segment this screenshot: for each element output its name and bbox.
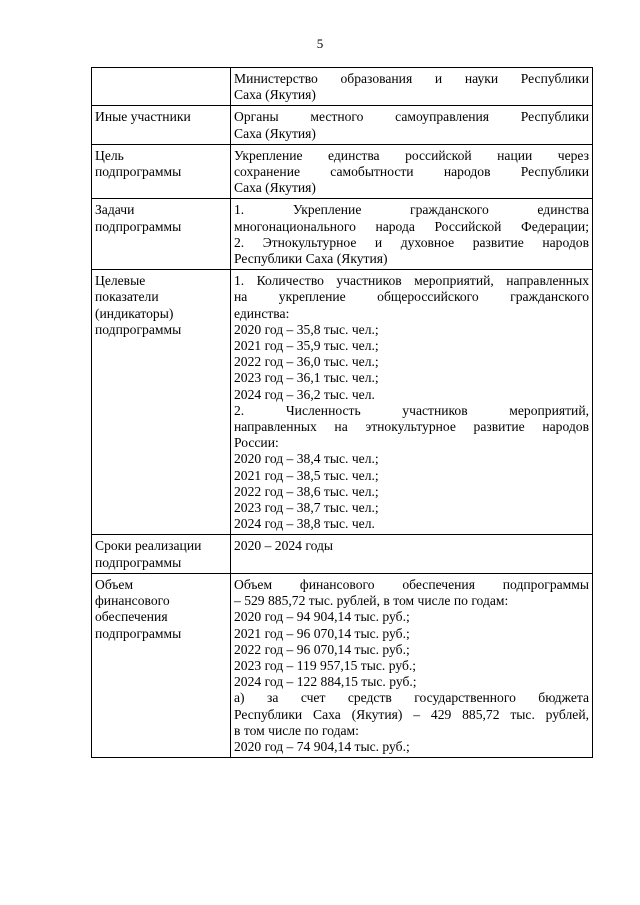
row-label-line: показатели: [95, 289, 159, 305]
subprogram-passport-table: [91, 67, 593, 758]
row-content-line: 2022 год – 96 070,14 тыс. руб.;: [234, 641, 410, 657]
row-content-line: 2020 год – 94 904,14 тыс. руб.;: [234, 609, 410, 625]
row-content-line: Саха (Якутия): [234, 125, 316, 141]
row-content-line: 2023 год – 36,1 тыс. чел.;: [234, 370, 379, 386]
row-label-line: (индикаторы): [95, 305, 174, 321]
row-label-line: обеспечения: [95, 609, 168, 625]
row-content-line: 2021 год – 35,9 тыс. чел.;: [234, 338, 379, 354]
row-content-line: Саха (Якутия): [234, 87, 316, 103]
row-label-cell: [92, 199, 231, 270]
row-content-cell: [231, 68, 593, 106]
table-row: [92, 144, 593, 199]
row-content-line: 2021 год – 38,5 тыс. чел.;: [234, 467, 379, 483]
row-content-cell: [231, 270, 593, 535]
row-label-cell: [92, 144, 231, 199]
row-content-line: Саха (Якутия): [234, 180, 316, 196]
table-row: [92, 573, 593, 757]
row-content-line: 1. Количество участников мероприятий, направленных: [234, 273, 589, 289]
row-label-line: подпрограммы: [95, 554, 182, 570]
row-content-line: России:: [234, 435, 279, 451]
page-number: 5: [316, 36, 324, 51]
row-content-cell: [231, 144, 593, 199]
row-content-line: 2020 год – 38,4 тыс. чел.;: [234, 451, 379, 467]
table-row: [92, 270, 593, 535]
row-content-cell: [231, 535, 593, 573]
row-label-cell: [92, 106, 231, 144]
row-content-line: 2024 год – 122 884,15 тыс. руб.;: [234, 674, 417, 690]
row-content-line: Республики Саха (Якутия): [234, 251, 388, 267]
row-content-line: 2022 год – 38,6 тыс. чел.;: [234, 483, 379, 499]
row-content-line: 2024 год – 36,2 тыс. чел.: [234, 386, 375, 402]
row-content-line: 2022 год – 36,0 тыс. чел.;: [234, 354, 379, 370]
row-content-line: 2020 – 2024 годы: [234, 538, 334, 554]
row-label-line: подпрограммы: [95, 164, 182, 180]
row-label-line: Объем: [95, 576, 134, 592]
row-content-line: 2020 год – 35,8 тыс. чел.;: [234, 321, 379, 337]
row-label-line: подпрограммы: [95, 218, 182, 234]
row-label-cell: [92, 68, 231, 106]
row-label-line: подпрограммы: [95, 625, 182, 641]
row-content-line: 2. Численность участников мероприятий,: [234, 402, 589, 418]
row-content-line: Органы местного самоуправления Республики: [234, 109, 589, 125]
row-content-line: Республики Саха (Якутия) – 429 885,72 тыс. рублей,: [234, 706, 589, 722]
row-label-cell: [92, 270, 231, 535]
row-content-line: многонационального народа Российской Федерации;: [234, 218, 589, 234]
row-content-line: 1. Укрепление гражданского единства: [234, 202, 589, 218]
row-content-line: направленных на этнокультурное развитие народов: [234, 419, 589, 435]
row-content-line: на укрепление общероссийского гражданского: [234, 289, 589, 305]
row-content-line: Укрепление единства российской нации через: [234, 147, 589, 163]
row-label-line: финансового: [95, 593, 170, 609]
table-row: [92, 199, 593, 270]
row-content-line: Министерство образования и науки Республики: [234, 71, 589, 86]
row-label-line: Цель: [95, 147, 124, 163]
table-row: [92, 68, 593, 106]
row-label-cell: [92, 573, 231, 757]
row-content-line: 2. Этнокультурное и духовное развитие народов: [234, 234, 589, 250]
row-content-line: 2021 год – 96 070,14 тыс. руб.;: [234, 625, 410, 641]
row-label-line: Целевые: [95, 273, 146, 289]
row-content-line: 2024 год – 38,8 тыс. чел.: [234, 516, 375, 532]
row-content-line: в том числе по годам:: [234, 722, 359, 738]
row-content-line: а) за счет средств государственного бюджета: [234, 690, 589, 706]
row-content-line: единства:: [234, 305, 290, 321]
row-label-line: Иные участники: [95, 109, 191, 125]
table-row: [92, 106, 593, 144]
row-content-cell: [231, 106, 593, 144]
row-content-line: 2023 год – 38,7 тыс. чел.;: [234, 500, 379, 516]
row-content-line: 2023 год – 119 957,15 тыс. руб.;: [234, 657, 417, 673]
row-label-line: Задачи: [95, 202, 135, 218]
row-label-cell: [92, 535, 231, 573]
row-content-cell: [231, 573, 593, 757]
row-label-line: Сроки реализации: [95, 538, 202, 554]
row-content-line: сохранение самобытности народов Республики: [234, 164, 589, 180]
row-content-cell: [231, 199, 593, 270]
table-row: [92, 535, 593, 573]
row-content-line: Объем финансового обеспечения подпрограммы: [234, 576, 589, 592]
row-content-line: – 529 885,72 тыс. рублей, в том числе по годам:: [234, 593, 509, 609]
row-label-line: подпрограммы: [95, 321, 182, 337]
row-content-line: 2020 год – 74 904,14 тыс. руб.;: [234, 738, 410, 754]
